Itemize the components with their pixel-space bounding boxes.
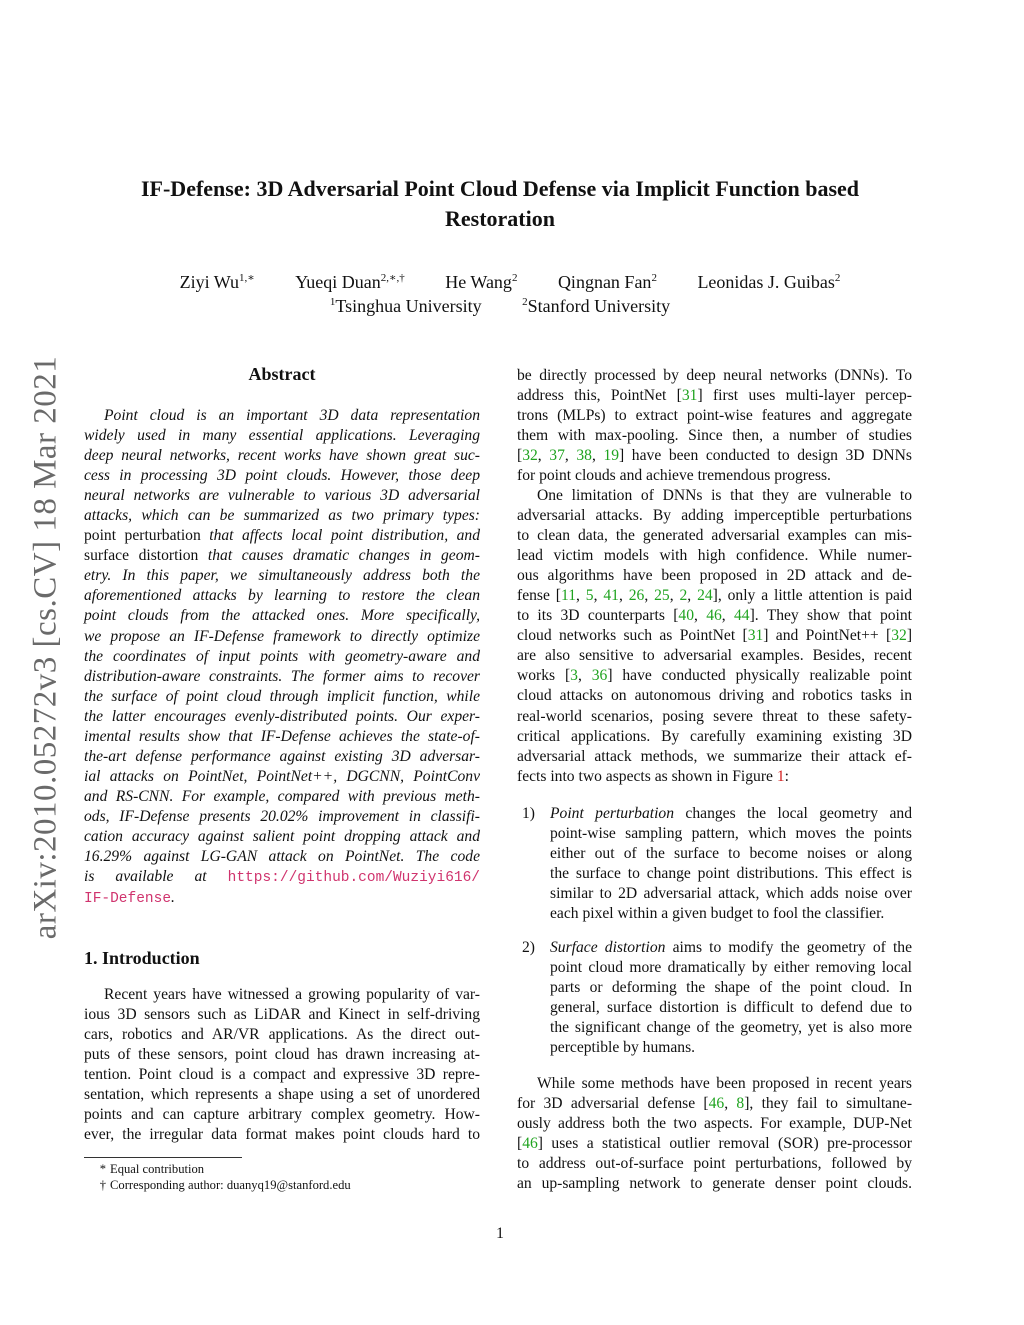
text-line: the latter encourages evenly-distributed points. Our exper- <box>84 707 480 725</box>
text-line: Recent years have witnessed a growing popularity of var- <box>104 986 480 1003</box>
text-line: puts of these sensors, point cloud has drawn increasing at- <box>84 1046 480 1064</box>
text-line: be directly processed by deep neural networks (DNNs). To <box>517 367 912 384</box>
text-line: cess in processing 3D point clouds. However, those deep <box>84 467 480 485</box>
text-line: the significant change of the geometry, yet is also more <box>550 1019 912 1037</box>
text-line: cloud networks such as PointNet [31] and PointNet++ [32] <box>517 627 913 645</box>
citation-link[interactable]: 46 <box>706 607 722 625</box>
text-line: surface distortion that causes dramatic changes in geom- <box>84 547 480 565</box>
text-line: point perturbation that affects local point distribution, and <box>84 527 480 545</box>
text-line: [46] uses a statistical outlier removal (SOR) pre-processor <box>517 1135 912 1153</box>
citation-link[interactable]: 44 <box>733 607 750 625</box>
text-line: Point perturbation changes the local geometry and <box>550 805 912 822</box>
section-heading: 1. Introduction <box>84 948 200 968</box>
author: He Wang$^2$ <box>445 272 518 292</box>
citation-link[interactable]: 5 <box>585 587 594 605</box>
text-line: the surface of point cloud through implicit function, while <box>84 687 480 705</box>
text-line: cation accuracy against salient point dropping attack and <box>84 827 480 845</box>
text-line: fects into two aspects as shown in Figure 1: <box>517 767 789 785</box>
text-line: are also sensitive to adversarial examples. Besides, recent <box>517 647 912 665</box>
citation-link[interactable]: 8 <box>736 1095 745 1113</box>
citation-link[interactable]: 25 <box>654 587 670 605</box>
arxiv-id: arXiv:2010.05272v3 [cs.CV] 18 Mar 2021 <box>27 355 64 939</box>
text-line: widely used in many essential applications. Leveraging <box>84 427 480 445</box>
text-line: ously address both the two aspects. For example, DUP-Net <box>517 1115 912 1133</box>
text-line: for 3D adversarial defense [46, 8], they fail to simultane- <box>517 1095 913 1113</box>
text-line: the-art defense performance against existing 3D adversar- <box>84 747 480 765</box>
text-line: IF-Defense. <box>84 889 175 908</box>
text-line: tention. Point cloud is a compact and expressive 3D repre- <box>84 1066 480 1084</box>
list-item <box>517 938 912 1058</box>
arxiv-stamp <box>22 352 70 942</box>
text-line: critical applications. By carefully examining existing 3D <box>517 727 912 745</box>
text-line: to address out-of-surface point perturbations, followed by <box>517 1155 912 1173</box>
text-line: fense [11, 5, 41, 26, 25, 2, 24], only a little attention is paid <box>517 587 913 605</box>
author: Qingnan Fan$^2$ <box>557 272 657 292</box>
text-line: ever, the irregular data format makes point clouds hard to <box>84 1126 480 1144</box>
code-link[interactable]: IF-Defense <box>84 891 172 908</box>
text-line: an up-sampling network to generate denser point clouds. <box>517 1175 912 1193</box>
text-line: sentation, which represents a shape using a set of unordered <box>84 1086 480 1104</box>
text-line: adversarial attack methods, we summarize their attack ef- <box>517 747 912 765</box>
citation-link[interactable]: 31 <box>681 387 698 405</box>
footnote-rule <box>84 1157 242 1158</box>
text-line: trons (MLPs) to extract point-wise features and aggregate <box>517 407 912 425</box>
text-line: ial attacks on PointNet, PointNet++, DGCNN, PointConv <box>84 767 480 785</box>
intro-body <box>84 985 480 1145</box>
text-line: [32, 37, 38, 19] have been conducted to design 3D DNNs <box>517 447 912 465</box>
text-line: and RS-CNN. For example, compared with previous meth- <box>84 787 480 805</box>
text-line: is available at https://github.com/Wuziyi616/ <box>84 868 480 887</box>
text-line: we propose an IF-Defense framework to directly optimize <box>84 627 480 645</box>
citation-link[interactable]: 24 <box>697 587 713 605</box>
author-list <box>80 270 940 294</box>
citation-link[interactable]: 36 <box>591 667 608 685</box>
author: Leonidas J. Guibas$^2$ <box>697 272 841 292</box>
citation-link[interactable]: 32 <box>891 627 907 645</box>
text-line: the coordinates of input points with geometry-aware and <box>84 647 480 665</box>
text-line: One limitation of DNNs is that they are vulnerable to <box>537 487 912 504</box>
text-line: the surface to change point distributions. This effect is <box>550 865 912 883</box>
text-line: aforementioned attacks by learning to restore the clean <box>84 587 480 605</box>
text-line: distribution-aware constraints. The former aims to recover <box>84 667 480 685</box>
citation-link[interactable]: 2 <box>679 587 688 605</box>
text-line: either out of the surface to become noises or along <box>550 845 912 863</box>
text-line: etry. In this paper, we simultaneously address both the <box>84 567 480 585</box>
text-line: point-wise sampling pattern, which moves the points <box>550 825 912 843</box>
affiliation: $^1$Tsinghua University <box>329 296 482 316</box>
text-line: ous algorithms have been proposed in 2D attack and de- <box>517 567 912 585</box>
text-line: ious 3D sensors such as LiDAR and Kinect in self-driving <box>84 1006 480 1024</box>
intro-paragraph <box>517 486 912 787</box>
text-line: perceptible by humans. <box>550 1039 696 1057</box>
text-line: point clouds from the attacked ones. More specifically, <box>84 607 480 625</box>
text-line: to clean data, the generated adversarial examples can mis- <box>517 527 912 545</box>
list-number: 2) <box>522 939 535 956</box>
text-line: adversarial attacks. By adding imperceptible perturbations <box>517 507 912 525</box>
citation-link[interactable]: 40 <box>678 607 694 625</box>
citation-link[interactable]: 19 <box>603 447 620 465</box>
intro-paragraph <box>517 1074 912 1194</box>
text-line: parts or deforming the shape of the point cloud. In <box>550 979 912 997</box>
text-line: them with max-pooling. Since then, a number of studies <box>517 427 912 445</box>
text-line: 16.29% against LG-GAN attack on PointNet. The code <box>84 848 480 866</box>
text-line: points and can capture arbitrary complex geometry. How- <box>84 1106 480 1124</box>
list-item <box>517 804 912 924</box>
text-line: point cloud more dramatically by either removing local <box>550 959 912 977</box>
citation-link[interactable]: 11 <box>560 587 576 605</box>
abstract-body <box>84 406 480 909</box>
text-line: ods, IF-Defense presents 20.02% improvement in classifi- <box>84 807 480 825</box>
text-line: to its 3D counterparts [40, 46, 44]. They show that point <box>517 607 912 625</box>
title-line: Restoration <box>445 206 555 231</box>
text-line: address this, PointNet [31] first uses multi-layer percep- <box>517 387 912 405</box>
text-line: for point clouds and achieve tremendous progress. <box>517 467 831 485</box>
affiliation-list <box>80 294 920 318</box>
text-line: attacks, which can be summarized as two primary types: <box>84 507 480 525</box>
citation-link[interactable]: 26 <box>628 587 645 605</box>
text-line: similar to 2D adversarial attack, which adds noise over <box>550 885 912 903</box>
citation-link[interactable]: 3 <box>570 667 578 685</box>
text-line: deep neural networks, recent works have shown great suc- <box>84 447 480 465</box>
citation-link[interactable]: 32 <box>522 447 538 465</box>
text-line: Point cloud is an important 3D data representation <box>104 407 480 424</box>
text-line: general, surface distortion is difficult to defend due to <box>550 999 912 1017</box>
citation-link[interactable]: 46 <box>708 1095 725 1113</box>
citation-link[interactable]: 38 <box>576 447 592 465</box>
paper-title <box>90 174 910 234</box>
text-line: cloud attacks on autonomous driving and robotics tasks in <box>517 687 912 705</box>
abstract-heading: Abstract <box>248 364 316 384</box>
text-line: lead victim models with high confidence. While numer- <box>517 547 912 565</box>
code-link[interactable]: https://github.com/Wuziyi616/ <box>227 870 480 887</box>
citation-link[interactable]: 37 <box>549 447 565 465</box>
intro-paragraph <box>517 366 912 486</box>
author: Yueqi Duan$^{2,∗,\dagger}$ <box>295 272 405 292</box>
citation-link[interactable]: 46 <box>522 1135 538 1153</box>
affiliation: $^2$Stanford University <box>522 296 671 316</box>
text-line: works [3, 36] have conducted physically realizable point <box>517 667 913 685</box>
footnote: * Equal contribution <box>99 1162 205 1176</box>
text-line: cars, robotics and AR/VR applications. As the direct out- <box>84 1026 480 1044</box>
list-number: 1) <box>522 805 535 822</box>
page-number: 1 <box>496 1225 504 1242</box>
figure-ref-link[interactable]: 1 <box>776 767 785 785</box>
author: Ziyi $Wu^{1,∗}$ <box>179 272 255 292</box>
citation-link[interactable]: 41 <box>603 587 619 605</box>
text-line: imental results show that IF-Defense achieves the state-of- <box>84 727 480 745</box>
text-line: each pixel within a given budget to fool the classifier. <box>550 905 885 923</box>
title-line: IF-Defense: 3D Adversarial Point Cloud Defense via Implicit Function based <box>140 176 860 201</box>
text-line: real-world scenarios, posing severe threat to these safety- <box>517 707 912 725</box>
citation-link[interactable]: 31 <box>747 627 764 645</box>
text-line: Surface distortion aims to modify the geometry of the <box>550 939 912 956</box>
footnote: † Corresponding author: duanyq19@stanford.edu <box>99 1178 351 1192</box>
text-line: neural networks are vulnerable to various 3D adversarial <box>84 487 480 505</box>
text-line: While some methods have been proposed in recent years <box>537 1075 912 1092</box>
